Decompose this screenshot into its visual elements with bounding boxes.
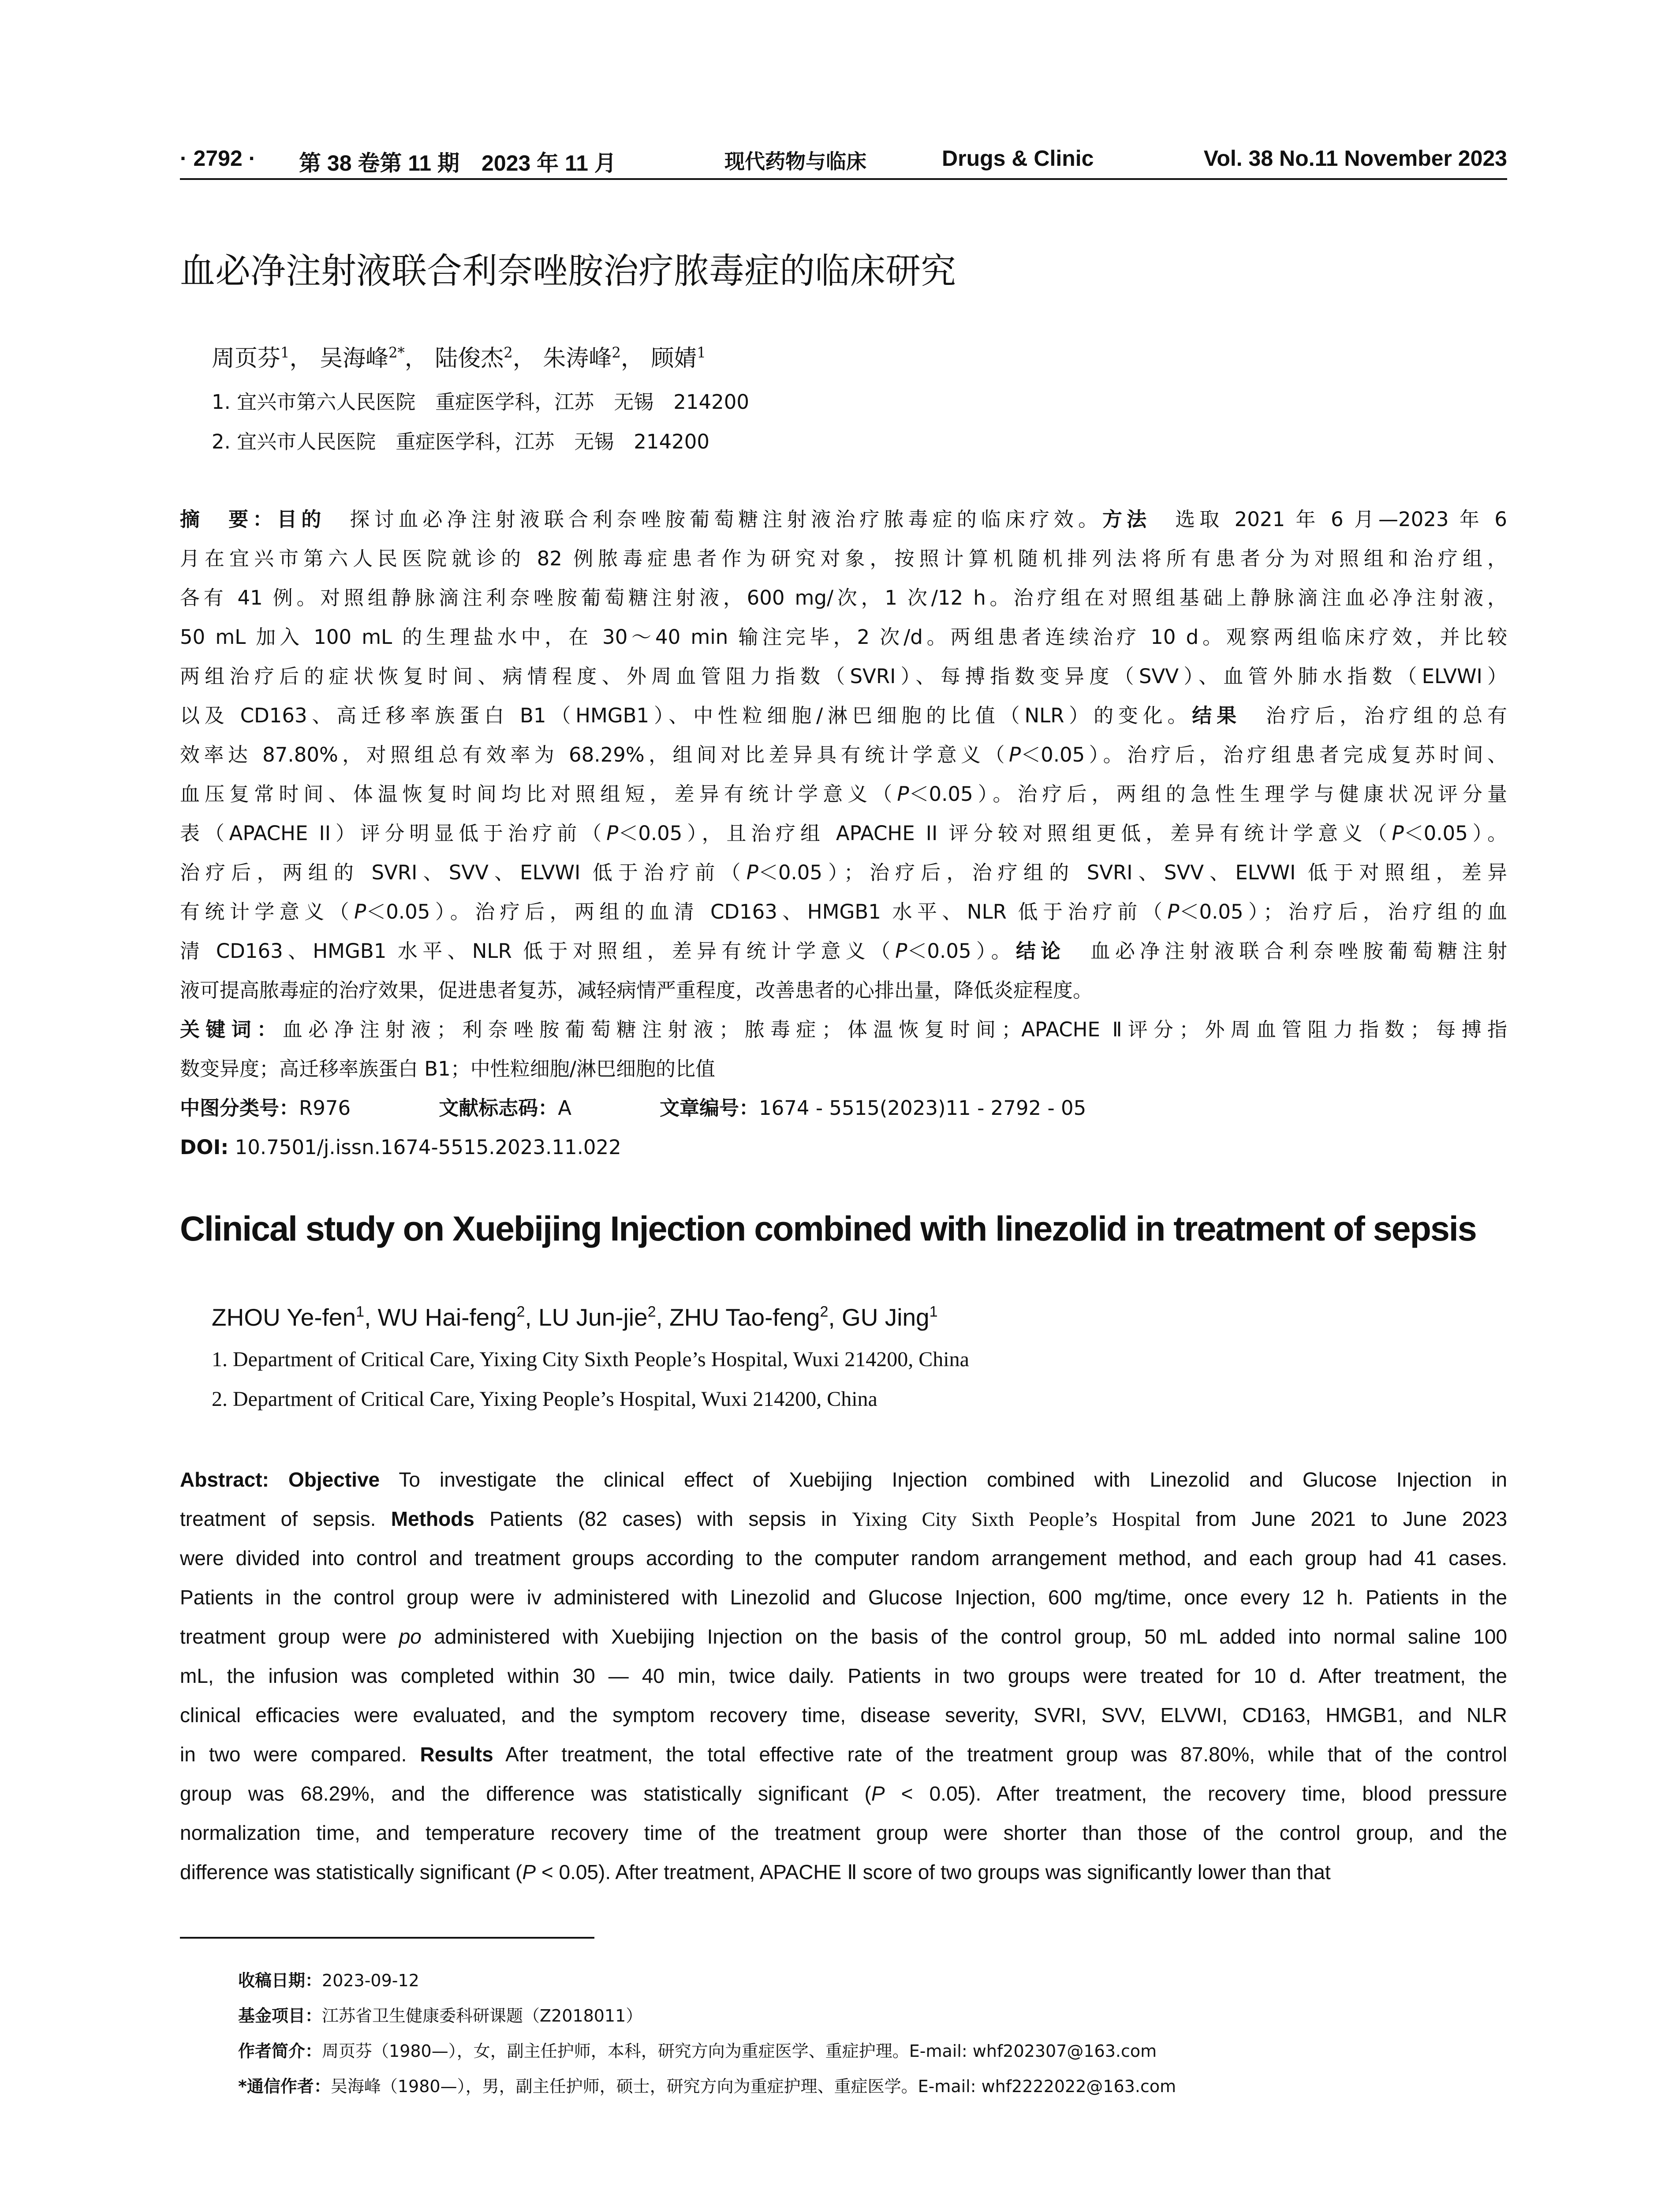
en-abstract-text: treatment group were [180, 1625, 387, 1648]
cn-abstract-text: 血必净注射液联合利奈唑胺葡萄糖注射 [1090, 939, 1507, 963]
author-affiliation-mark: 2 [516, 1303, 525, 1320]
author-affiliation-mark: 2 [612, 344, 621, 361]
en-abstract-line [180, 1545, 1507, 1571]
p-value-symbol: P [1167, 900, 1180, 923]
en-abstract-text: To investigate the clinical effect of Xuebijing Injection combined with Linezolid and Glucose Injection in [399, 1468, 1507, 1491]
cn-abstract-line [180, 820, 1507, 847]
en-objective-label: Objective [288, 1468, 380, 1491]
author-affiliation-mark: 2 [820, 1303, 829, 1320]
page-number: · 2792 · [180, 146, 256, 171]
issue-en: Vol. 38 No.11 November 2023 [1203, 146, 1507, 171]
english-affiliation-1: 1. Department of Critical Care, Yixing City Sixth People’s Hospital, Wuxi 214200, China [212, 1348, 969, 1371]
author-name: WU Hai-feng [377, 1304, 517, 1331]
en-abstract-text: normalization time, and temperature recovery time of the treatment group were shorter than those of the control group, and the [180, 1821, 1507, 1844]
footnote-label: 基金项目： [238, 2006, 322, 2026]
en-abstract-text: in two were compared. [180, 1743, 407, 1766]
issue-cn: 第 38 卷第 11 期 2023 年 11 月 [299, 151, 616, 176]
cn-abstract-text: 月在宜兴市第六人民医院就诊的 82 例脓毒症患者作为研究对象，按照计算机随机排列法将所有患者分为对照组和治疗组， [180, 547, 1507, 570]
cn-objective-label: 目的 [277, 508, 326, 531]
cn-abstract-line [180, 781, 1507, 807]
author-name: 陆俊杰 [435, 345, 504, 372]
doi-label: DOI: [180, 1136, 229, 1159]
cn-abstract-text: 有统计学意义（ [180, 900, 355, 923]
author-name: GU Jing [841, 1304, 930, 1331]
en-abstract-text: difference was statistically significant ( [180, 1861, 523, 1884]
en-abstract-text: administered with Xuebijing Injection on the basis of the control group, 50 mL added into normal saline 100 [434, 1625, 1507, 1648]
cn-abstract-text: 表（APACHE II）评分明显低于治疗前（ [180, 822, 607, 845]
en-abstract-line [180, 1623, 1507, 1650]
cn-abstract-text: 液可提高脓毒症的治疗效果，促进患者复苏，减轻病情严重程度，改善患者的心排出量，降低炎症程度。 [180, 979, 1093, 1002]
author-name: 顾婧 [651, 345, 697, 372]
footnote-label: 作者简介： [238, 2041, 322, 2061]
en-abstract-line [180, 1741, 1507, 1768]
p-value-symbol: P [746, 861, 758, 884]
cn-abstract-text: 治疗后，治疗组的总有 [1266, 704, 1507, 727]
cn-abstract-text: 探讨血必净注射液联合利奈唑胺葡萄糖注射液治疗脓毒症的临床疗效。 [350, 508, 1103, 531]
english-authors: ZHOU Ye-fen$^1$, WU Hai-feng$^2$, LU Jun-jie$^2$, ZHU Tao-feng$^2$, GU Jing$^1$ [212, 1303, 938, 1331]
en-abstract-line [180, 1584, 1507, 1611]
cn-keywords-text: 数变异度；高迁移率族蛋白 B1；中性粒细胞/淋巴细胞的比值 [180, 1057, 715, 1080]
cn-abstract-line [180, 506, 1507, 533]
cn-abstract-line [180, 546, 1507, 572]
footnote-value: 江苏省卫生健康委科研课题（Z2018011） [322, 2006, 643, 2026]
article-no-value: 1674 - 5515(2023)11 - 2792 - 05 [759, 1096, 1086, 1120]
cn-keywords-cont [180, 1056, 1507, 1082]
cn-abstract-line [180, 899, 1507, 925]
p-value-symbol: P [1008, 743, 1021, 766]
cn-abstract-line [180, 624, 1507, 650]
doc-code-label: 文献标志码： [439, 1096, 558, 1120]
en-abstract-text: clinical efficacies were evaluated, and the symptom recovery time, disease severity, SVRI, SVV, ELVWI, CD163, HMGB1, and NLR [180, 1704, 1507, 1727]
p-value-symbol: P [354, 900, 366, 923]
cn-abstract-line [180, 938, 1507, 964]
p-value-symbol: P [895, 939, 907, 963]
footnote-label: 收稿日期： [238, 1971, 322, 1990]
en-abstract-text: treatment of sepsis. [180, 1507, 376, 1530]
author-affiliation-mark: 1 [929, 1303, 938, 1320]
p-value-symbol: P [871, 1782, 885, 1805]
en-abstract-text: were divided into control and treatment groups according to the computer random arrangement method, and each group had 41 cases. [180, 1547, 1507, 1570]
cn-abstract-line [180, 860, 1507, 886]
en-abstract-line [180, 1820, 1507, 1846]
author-affiliation-mark: 1 [697, 344, 706, 361]
en-abstract-line [180, 1663, 1507, 1689]
author-name: ZHU Tao-feng [669, 1304, 820, 1331]
author-name: ZHOU Ye-fen [212, 1304, 356, 1331]
footnote-label: *通信作者： [238, 2077, 331, 2096]
doc-code-value: A [558, 1096, 571, 1120]
author-affiliation-mark: 1 [356, 1303, 365, 1320]
chinese-authors: 周页芬$^1$， 吴海峰$^{2*}$， 陆俊杰$^2$， 朱涛峰$^2$， 顾婧$^1$ [212, 344, 706, 372]
cn-abstract-text: 两组治疗后的症状恢复时间、病情程度、外周血管阻力指数（SVRI）、每搏指数变异度（SVV）、血管外肺水指数（ELVWI） [180, 665, 1507, 688]
en-abstract-line [180, 1859, 1507, 1885]
cn-results-label: 结果 [1192, 704, 1241, 727]
journal-name-en: Drugs & Clinic [942, 146, 1094, 171]
cn-keywords-text: 血必净注射液；利奈唑胺葡萄糖注射液；脓毒症；体温恢复时间；APACHE Ⅱ评分；外周血管阻力指数；每搏指 [282, 1018, 1507, 1041]
en-abstract-text: After treatment, the total effective rate of the treatment group was 87.80%, while that of the control [505, 1743, 1508, 1766]
footnote-value: 周页芬（1980—），女，副主任护师，本科，研究方向为重症医学、重症护理。E-mail: whf202307@163.com [322, 2041, 1157, 2061]
p-value-symbol: P [897, 782, 909, 806]
author-affiliation-mark: 2 [647, 1303, 656, 1320]
chinese-affiliation-1: 1. 宜兴市第六人民医院 重症医学科，江苏 无锡 214200 [212, 390, 750, 414]
cn-abstract-line [180, 977, 1507, 1004]
cn-abstract-line [180, 663, 1507, 690]
en-abstract-text: po [399, 1625, 422, 1648]
en-results-label: Results [420, 1743, 493, 1766]
author-affiliation-mark: 2 [504, 344, 513, 361]
en-abstract-text: Patients in the control group were iv administered with Linezolid and Glucose Injection, 600 mg/time, once every 12 h. Patients in the [180, 1586, 1507, 1609]
cn-classification [180, 1095, 1507, 1121]
author-name: 朱涛峰 [543, 345, 612, 372]
cn-abstract-text: ＜0.05）；治疗后，治疗组的血 [1179, 900, 1507, 923]
running-header [180, 140, 1507, 180]
cn-abstract-text: ＜0.05）。治疗后，两组的急性生理学与健康状况评分量 [909, 782, 1507, 806]
english-affiliation-2: 2. Department of Critical Care, Yixing People’s Hospital, Wuxi 214200, China [212, 1387, 877, 1411]
en-abstract-line [180, 1506, 1507, 1532]
cn-abstract-text: 血压复常时间、体温恢复时间均比对照组短，差异有统计学意义（ [180, 782, 897, 806]
cn-abstract-text: ＜0.05），且治疗组 APACHE II 评分较对照组更低，差异有统计学意义（ [618, 822, 1392, 845]
chinese-affiliation-2: 2. 宜兴市人民医院 重症医学科，江苏 无锡 214200 [212, 430, 710, 453]
cn-abstract-text: ＜0.05）。 [907, 939, 1016, 963]
author-name: LU Jun-jie [538, 1304, 648, 1331]
cn-abstract-text: ＜0.05）。治疗后，两组的血清 CD163、HMGB1 水平、NLR 低于治疗前（ [366, 900, 1168, 923]
cn-abstract-line [180, 742, 1507, 768]
footnote-value: 2023-09-12 [322, 1971, 419, 1990]
p-value-symbol: P [606, 822, 619, 845]
cn-abstract-text: 清 CD163、HMGB1 水平、NLR 低于对照组，差异有统计学意义（ [180, 939, 896, 963]
footnote-value: 吴海峰（1980—），男，副主任护师，硕士，研究方向为重症护理、重症医学。E-mail: whf2222022@163.com [330, 2077, 1176, 2096]
en-abstract-text: mL, the infusion was completed within 30 — 40 min, twice daily. Patients in two groups were treated for 10 d. After treatment, the [180, 1664, 1507, 1687]
p-value-symbol: P [1392, 822, 1404, 845]
english-title: Clinical study on Xuebijing Injection combined with linezolid in treatment of sepsis [180, 1209, 1476, 1248]
author-affiliation-mark: 1 [280, 344, 290, 361]
doi-line [180, 1134, 1507, 1161]
en-methods-label: Methods [391, 1507, 474, 1530]
en-abstract-line [180, 1702, 1507, 1728]
cn-abstract-line [180, 703, 1507, 729]
cn-keywords [180, 1017, 1507, 1043]
cn-methods-label: 方法 [1102, 508, 1151, 531]
cn-abstract-text: 选取 2021 年 6 月—2023 年 6 [1175, 508, 1507, 531]
cn-abstract-label: 摘 要： [180, 508, 277, 531]
cn-abstract-text: ＜0.05）。 [1404, 822, 1507, 845]
cn-keywords-label: 关键词： [180, 1018, 283, 1041]
cn-abstract-line [180, 585, 1507, 611]
en-abstract-text: group was 68.29%, and the difference was statistically significant ( [180, 1782, 871, 1805]
en-abstract-text: Yixing City Sixth People’s Hospital [852, 1508, 1181, 1530]
clc-value: R976 [299, 1096, 351, 1120]
cn-abstract-text: 效率达 87.80%，对照组总有效率为 68.29%，组间对比差异具有统计学意义（ [180, 743, 1009, 766]
cn-abstract-text: ＜0.05）；治疗后，治疗组的 SVRI、SVV、ELVWI 低于对照组，差异 [758, 861, 1507, 884]
en-abstract-line [180, 1780, 1507, 1807]
article-no-label: 文章编号： [660, 1096, 759, 1120]
en-abstract-label: Abstract: [180, 1468, 269, 1491]
doi-value: 10.7501/j.issn.1674-5515.2023.11.022 [235, 1136, 621, 1159]
author-affiliation-mark: 2* [388, 344, 405, 361]
cn-abstract-text: 50 mL 加入 100 mL 的生理盐水中，在 30～40 min 输注完毕，2 次/d。两组患者连续治疗 10 d。观察两组临床疗效，并比较 [180, 625, 1507, 649]
footnote-fund [238, 2002, 642, 2026]
footnote-divider [180, 1937, 594, 1939]
en-abstract-line [180, 1466, 1507, 1493]
p-value-symbol: P [522, 1861, 536, 1884]
cn-abstract-text: 治疗后，两组的 SVRI、SVV、ELVWI 低于治疗前（ [180, 861, 747, 884]
cn-conclusion-label: 结论 [1015, 939, 1066, 963]
clc-label: 中图分类号： [180, 1096, 299, 1120]
en-abstract-text: < 0.05). After treatment, the recovery time, blood pressure [901, 1782, 1507, 1805]
chinese-title: 血必净注射液联合利奈唑胺治疗脓毒症的临床研究 [180, 250, 956, 292]
cn-abstract-text: ＜0.05）。治疗后，治疗组患者完成复苏时间、 [1021, 743, 1507, 766]
cn-abstract-text: 以及 CD163、高迁移率族蛋白 B1（HMGB1）、中性粒细胞/淋巴细胞的比值（NLR）的变化。 [180, 704, 1192, 727]
footnote-author [238, 2037, 1157, 2062]
cn-abstract-text: 各有 41 例。对照组静脉滴注利奈唑胺葡萄糖注射液，600 mg/次，1 次/12 h。治疗组在对照组基础上静脉滴注血必净注射液， [180, 586, 1507, 609]
en-abstract-text: from June 2021 to June 2023 [1195, 1507, 1508, 1530]
footnote-received [238, 1967, 419, 1991]
footnote-corresponding [238, 2073, 1176, 2097]
journal-name-cn: 现代药物与临床 [724, 149, 866, 173]
en-abstract-text: < 0.05). After treatment, APACHE Ⅱ score of two groups was significantly lower than that [541, 1861, 1331, 1884]
author-name: 周页芬 [212, 345, 281, 372]
en-abstract-text: Patients (82 cases) with sepsis in [489, 1507, 837, 1530]
author-name: 吴海峰 [320, 345, 389, 372]
